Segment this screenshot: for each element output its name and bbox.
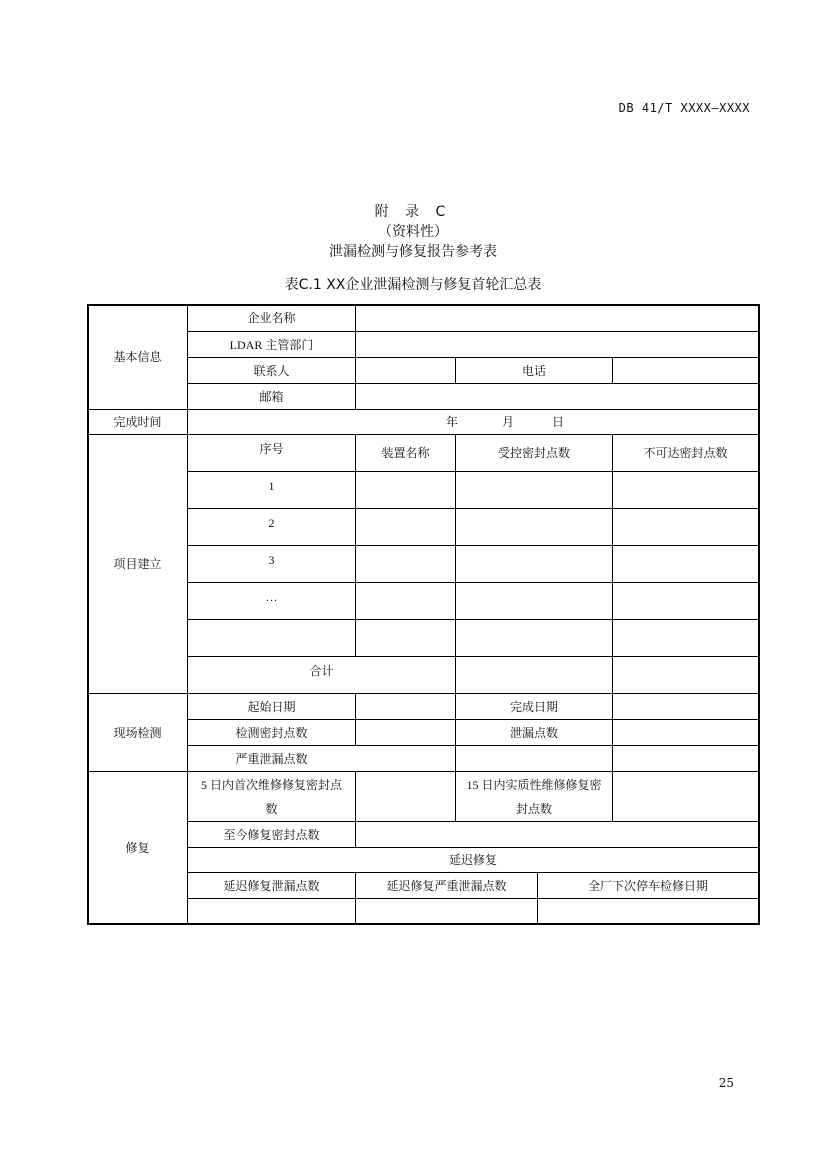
date-day-label: 日 — [551, 415, 564, 429]
basic-info-label: 基本信息 — [113, 350, 162, 364]
delayed-repair-label: 延迟修复 — [448, 853, 497, 867]
table-row-seq: 2 — [268, 516, 275, 530]
substantive-repair-label: 15 日内实质性维修修复密封点数 — [466, 777, 602, 816]
standard-code: DB 41/T XXXX—XXXX — [618, 101, 750, 115]
total-label: 合计 — [309, 664, 334, 678]
contact-label: 联系人 — [253, 363, 290, 378]
appendix-title: 附 录 C — [374, 204, 452, 220]
seq-header: 序号 — [259, 442, 284, 456]
delayed-severe-points-label: 延迟修复严重泄漏点数 — [386, 878, 507, 893]
email-label: 邮箱 — [259, 389, 284, 404]
site-detection-label: 现场检测 — [113, 725, 162, 740]
appendix-nature: （资料性） — [378, 224, 448, 240]
unreachable-points-header: 不可达密封点数 — [643, 446, 728, 460]
first-repair-label: 5 日内首次维修修复密封点数 — [200, 777, 342, 816]
email-field[interactable] — [356, 384, 758, 409]
table-caption: 表C.1 XX企业泄漏检测与修复首轮汇总表 — [284, 277, 542, 293]
plant-shutdown-date-label: 全厂下次停车检修日期 — [587, 878, 708, 893]
project-setup-label: 项目建立 — [113, 557, 162, 571]
company-name-label: 企业名称 — [247, 311, 296, 325]
end-date-label: 完成日期 — [509, 699, 558, 714]
device-name-header: 装置名称 — [381, 446, 430, 460]
repaired-to-date-label: 至今修复密封点数 — [223, 827, 320, 842]
detected-points-label: 检测密封点数 — [235, 725, 308, 740]
delayed-leak-points-label: 延迟修复泄漏点数 — [223, 878, 320, 893]
page-number: 25 — [718, 1076, 734, 1090]
table-row-seq: 3 — [268, 553, 275, 567]
phone-field[interactable] — [613, 358, 758, 383]
severe-leak-points-label: 严重泄漏点数 — [235, 751, 308, 766]
contact-field[interactable] — [356, 358, 455, 383]
start-date-label: 起始日期 — [247, 699, 296, 714]
ldar-dept-label: LDAR 主管部门 — [229, 337, 314, 352]
ldar-dept-field[interactable] — [356, 332, 758, 357]
company-name-field[interactable] — [356, 305, 758, 331]
finish-time-label: 完成时间 — [113, 415, 162, 429]
phone-label: 电话 — [521, 363, 546, 378]
date-month-label: 月 — [501, 415, 514, 429]
table-row-seq: 1 — [268, 479, 275, 493]
leak-points-label: 泄漏点数 — [509, 725, 558, 740]
controlled-points-header: 受控密封点数 — [497, 446, 570, 460]
table-row-seq: … — [265, 590, 278, 604]
repair-label: 修复 — [125, 840, 150, 855]
appendix-subject: 泄漏检测与修复报告参考表 — [329, 244, 497, 260]
date-year-label: 年 — [445, 415, 458, 429]
